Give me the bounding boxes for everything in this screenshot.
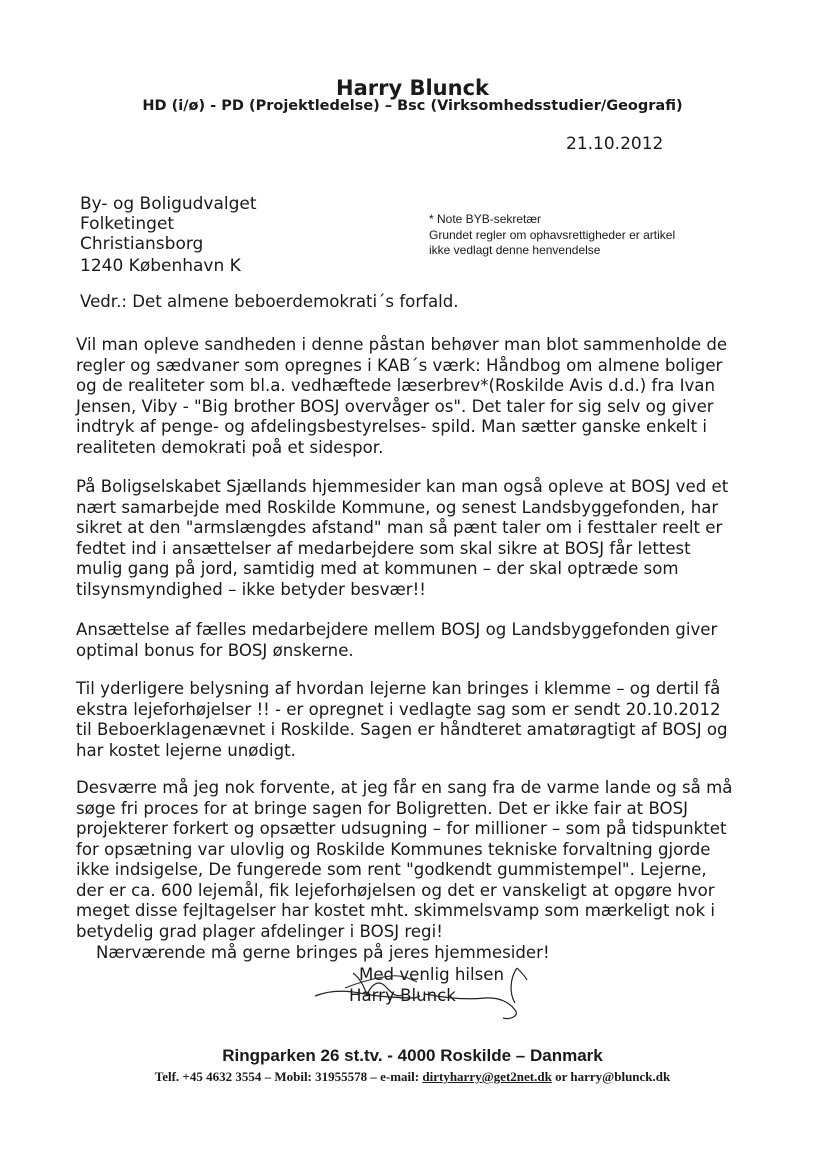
- paragraph-line: tilsynsmyndighed – ikke betyder besvær!!: [76, 579, 426, 599]
- recipient-line: By- og Boligudvalget: [80, 194, 257, 214]
- paragraph-line: Desværre må jeg nok forvente, at jeg får en sang fra de varme lande og så må: [76, 778, 733, 797]
- paragraph-1: [76, 335, 727, 458]
- note-line: Grundet regler om ophavsrettigheder er artikel: [429, 228, 676, 242]
- contact-prefix: Telf. +45 4632 3554 – Mobil: 31955578 – e-mail:: [154, 1069, 423, 1084]
- closing-greeting: Med venlig hilsen: [359, 965, 505, 984]
- paragraph-line: På Boligselskabet Sjællands hjemmesider kan man også opleve at BOSJ ved et: [76, 477, 729, 496]
- sender-credentials: HD (i/ø) - PD (Projektledelse) – Bsc (Virksomhedsstudier/Geografi): [142, 98, 683, 114]
- paragraph-line: ikke indsigelse, De fungerede som rent "godkendt gummistempel". Lejerne,: [76, 860, 707, 879]
- contact-middle: or: [551, 1069, 571, 1084]
- paragraph-line: Vil man opleve sandheden i denne påstan behøver man blot sammenholde de: [76, 335, 728, 354]
- signer-name: Harry Blunck: [349, 986, 456, 1005]
- paragraph-5: [76, 778, 732, 942]
- paragraph-line: regler og sædvaner som opregnes i KAB´s værk: Håndbog om almene boliger: [76, 355, 723, 375]
- paragraph-line: betydelig grad plager afdelinger i BOSJ regi!: [76, 921, 443, 941]
- paragraph-line: indtryk af penge- og afdelingsbestyrelses- spild. Man sætter ganske enkelt i: [76, 417, 707, 436]
- handwritten-signature: [305, 948, 555, 1028]
- paragraph-line: søge fri proces for at bringe sagen for Boligretten. Det er ikke fair at BOSJ: [76, 798, 689, 818]
- paragraph-line: ekstra lejeforhøjelser !! - er opregnet i vedlagte sag som er sendt 20.10.2012: [76, 699, 721, 719]
- web-publication-note: Nærværende må gerne bringes på jeres hjemmesider!: [96, 943, 550, 962]
- paragraph-line: sikret at den "armslængdes afstand" man så pænt taler om i festtaler reelt er: [76, 518, 723, 537]
- paragraph-line: til Beboerklagenævnet i Roskilde. Sagen er håndteret amatøragtigt af BOSJ og: [76, 720, 728, 739]
- note-line: * Note BYB-sekretær: [429, 212, 542, 226]
- paragraph-line: mulig gang på jord, samtidig med at kommunen – der skal optræde som: [76, 559, 679, 578]
- paragraph-3: [76, 620, 717, 661]
- letter-date: 21.10.2012: [566, 134, 664, 154]
- paragraph-4: [76, 679, 728, 761]
- footer-address: Ringparken 26 st.tv. - 4000 Roskilde – Danmark: [222, 1046, 603, 1065]
- paragraph-line: Til yderligere belysning af hvordan lejerne kan bringes i klemme – og dertil få: [76, 679, 721, 698]
- paragraph-2: [76, 477, 728, 600]
- subject-line: Vedr.: Det almene beboerdemokrati´s forfald.: [80, 292, 459, 311]
- paragraph-line: meget disse fejltagelser har kostet mht. skimmelsvamp som mærkeligt nok i: [76, 901, 715, 920]
- paragraph-line: realiteten demokrati poå et sidespor.: [76, 437, 384, 457]
- paragraph-line: der er ca. 600 lejemål, fik lejeforhøjelsen og det er vanskeligt at opgøre hvor: [76, 880, 715, 900]
- paragraph-line: Ansættelse af fælles medarbejdere mellem BOSJ og Landsbyggefonden giver: [76, 620, 718, 639]
- paragraph-line: for opsætning var ulovlig og Roskilde Kommunes tekniske forvaltning gjorde: [76, 839, 711, 859]
- paragraph-line: projekterer forkert og opsætter udsugning – for millioner – som på tidspunktet: [76, 819, 727, 838]
- paragraph-line: og de realiteter som bl.a. vedhæftede læserbrev*(Roskilde Avis d.d.) fra Ivan: [76, 376, 715, 395]
- recipient-line: Folketinget: [80, 214, 175, 234]
- recipient-line: Christiansborg: [80, 234, 204, 254]
- paragraph-line: fedtet ind i ansættelser af medarbejdere som skal sikre at BOSJ får lettest: [76, 538, 691, 558]
- paragraph-line: nært samarbejde med Roskilde Kommune, og senest Landsbyggefonden, har: [76, 497, 719, 517]
- email-link-secondary[interactable]: harry@blunck.dk: [570, 1069, 671, 1084]
- paragraph-line: Jensen, Viby - "Big brother BOSJ overvåger os". Det taler for sig selv og giver: [76, 396, 714, 416]
- footer-contact: [0, 1069, 825, 1085]
- paragraph-line: optimal bonus for BOSJ ønskerne.: [76, 640, 354, 660]
- paragraph-line: har kostet lejerne unødigt.: [76, 740, 296, 760]
- recipient-line: 1240 København K: [80, 256, 241, 276]
- email-link-primary[interactable]: dirtyharry@get2net.dk: [422, 1069, 552, 1084]
- sender-name: Harry Blunck: [336, 76, 489, 100]
- note-line: ikke vedlagt denne henvendelse: [429, 243, 601, 257]
